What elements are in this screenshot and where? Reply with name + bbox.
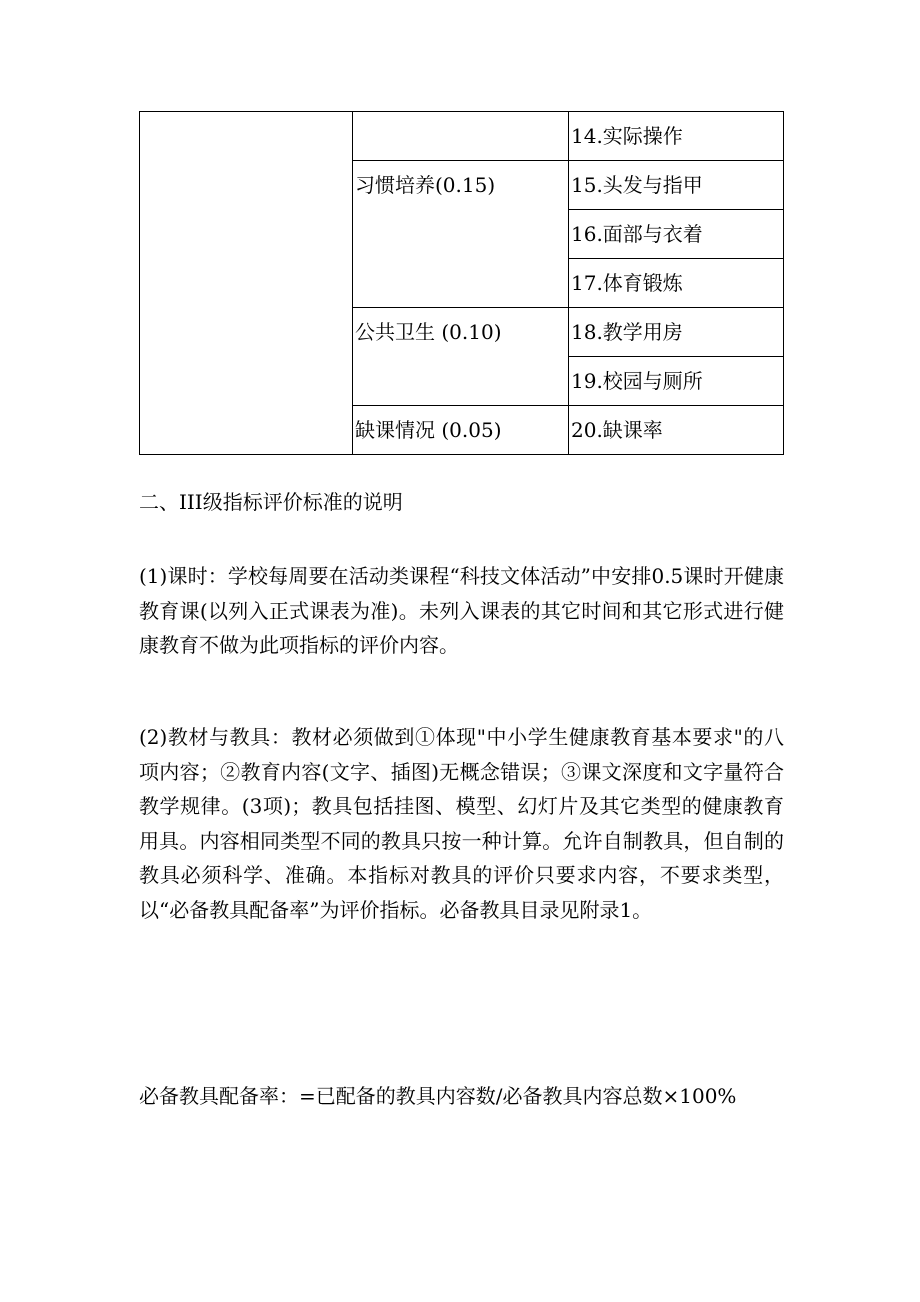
level3-cell: 20.缺课率 <box>569 406 784 455</box>
section-heading: 二、III级指标评价标准的说明 <box>139 490 403 514</box>
level2-cell: 习惯培养(0.15) <box>353 161 569 308</box>
level3-cell: 17.体育锻炼 <box>569 259 784 308</box>
level3-cell: 18.教学用房 <box>569 308 784 357</box>
level3-cell: 14.实际操作 <box>569 112 784 161</box>
level3-cell: 19.校园与厕所 <box>569 357 784 406</box>
level3-cell: 15.头发与指甲 <box>569 161 784 210</box>
level2-cell <box>353 112 569 161</box>
level2-cell: 公共卫生 (0.10) <box>353 308 569 406</box>
table-row <box>140 112 784 161</box>
paragraph-class-hours: (1)课时：学校每周要在活动类课程“科技文体活动”中安排0.5课时开健康教育课(以列入正式课表为准)。未列入课表的其它时间和其它形式进行健康教育不做为此项指标的评价内容。 <box>139 564 784 657</box>
evaluation-index-table <box>139 111 784 455</box>
paragraph-teaching-materials: (2)教材与教具：教材必须做到①体现"中小学生健康教育基本要求"的八项内容；②教育内容(文字、插图)无概念错误；③课文深度和文字量符合教学规律。(3项)；教具包括挂图、模型、幻灯片及其它类型的健康教育用具。内容相同类型不同的教具只按一种计算。允许自制教具，但自制的教具必须科学、准确。本指标对教具的评价只要求内容，不要求类型，以“必备教具配备率”为评价指标。必备教具目录见附录1。 <box>139 725 784 922</box>
level3-cell: 16.面部与衣着 <box>569 210 784 259</box>
level1-cell <box>140 112 353 455</box>
paragraph-equipment-rate-formula: 必备教具配备率：=已配备的教具内容数/必备教具内容总数×100% <box>139 1084 737 1108</box>
level2-cell: 缺课情况 (0.05) <box>353 406 569 455</box>
